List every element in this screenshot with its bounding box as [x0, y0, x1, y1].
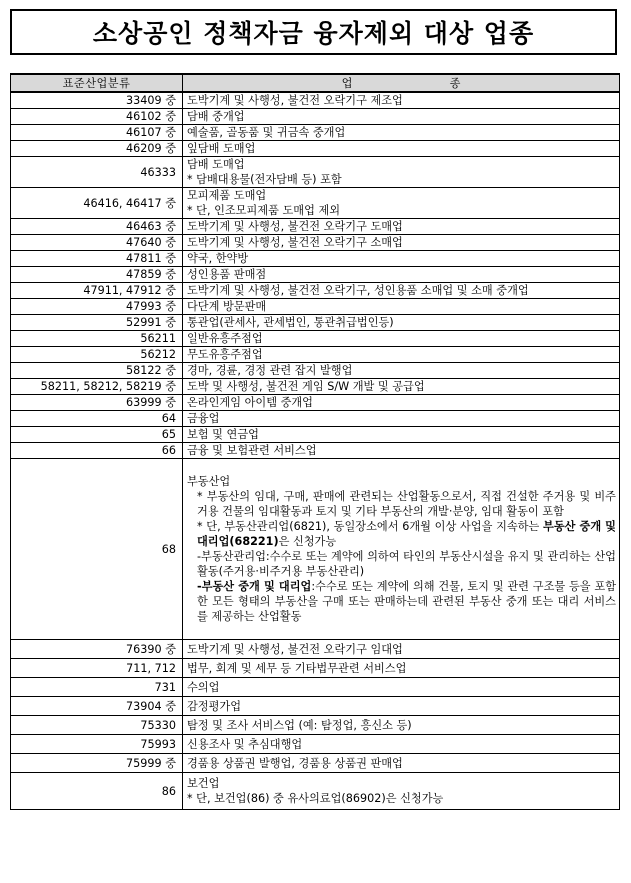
industry-name: 경품용 상품권 발행업, 경품용 상품권 판매업: [187, 756, 403, 770]
table-row: [11, 347, 620, 363]
industry-code: 46416, 46417 중: [11, 188, 183, 219]
industry-name: 도박기계 및 사행성, 불건전 오락기구 도매업: [187, 220, 403, 233]
industry-code: 75330: [11, 716, 183, 735]
industry-code: 56211: [11, 331, 183, 347]
industry-header-char-1: 업: [341, 76, 353, 90]
excluded-industries-table: [10, 73, 620, 810]
table-row: [11, 773, 620, 810]
real-estate-broker-bold: 부동산 중개 및 대리업(68221): [197, 520, 616, 548]
industry-code: 46463 중: [11, 219, 183, 235]
industry-code: 68: [11, 459, 183, 640]
industry-description: [183, 125, 620, 141]
industry-name: 도박기계 및 사행성, 불건전 오락기구 소매업: [187, 236, 403, 249]
industry-code: 731: [11, 678, 183, 697]
table-row: [11, 92, 620, 109]
table-row: [11, 443, 620, 459]
industry-name: 담배 도매업: [187, 158, 245, 171]
table-row: [11, 267, 620, 283]
table-header-row: [11, 74, 620, 92]
table-row: [11, 716, 620, 735]
industry-description: [183, 678, 620, 697]
industry-description: [183, 459, 620, 640]
industry-description: [183, 109, 620, 125]
industry-name: 무도유흥주점업: [187, 348, 263, 361]
table-row: [11, 379, 620, 395]
industry-description: [183, 188, 620, 219]
industry-description: [183, 157, 620, 188]
industry-description: [183, 754, 620, 773]
industry-code: 711, 712: [11, 659, 183, 678]
industry-description: [183, 141, 620, 157]
industry-code: 46107 중: [11, 125, 183, 141]
table-row: [11, 125, 620, 141]
industry-description: [183, 395, 620, 411]
table-row: [11, 299, 620, 315]
real-estate-note-1: * 부동산의 임대, 구매, 판매에 관련되는 산업활동으로서, 직접 건설한 주거용 및 비주거용 건물의 임대활동과 토지 및 기타 부동산의 개발·분양, 임대 활동이 포함: [197, 490, 616, 518]
industry-description: [183, 283, 620, 299]
table-row: [11, 109, 620, 125]
real-estate-note-2: * 단, 부동산관리업(6821), 동일장소에서 6개월 이상 사업을 지속하는 부동산 중개 및 대리업(68221)은 신청가능: [197, 520, 616, 548]
table-row: [11, 395, 620, 411]
industry-name: 성인용품 판매점: [187, 268, 267, 281]
industry-description: [183, 92, 620, 109]
industry-name: 도박기계 및 사행성, 불건전 오락기구 임대업: [187, 642, 403, 656]
industry-name: 다단계 방문판매: [187, 300, 267, 313]
page-title: 소상공인 정책자금 융자제외 대상 업종: [10, 9, 617, 55]
industry-name: 보험 및 연금업: [187, 428, 259, 441]
industry-description: [183, 379, 620, 395]
industry-code: 46333: [11, 157, 183, 188]
industry-description: [183, 251, 620, 267]
industry-description: [183, 659, 620, 678]
table-row-real-estate: [11, 459, 620, 640]
table-row: [11, 188, 620, 219]
industry-description: [183, 331, 620, 347]
industry-code: 46209 중: [11, 141, 183, 157]
industry-description: [183, 640, 620, 659]
table-row: [11, 659, 620, 678]
table-row: [11, 363, 620, 379]
table-row: [11, 235, 620, 251]
industry-description: [183, 443, 620, 459]
table-row: [11, 331, 620, 347]
industry-description: [183, 411, 620, 427]
industry-description: [183, 347, 620, 363]
industry-name: 금융업: [187, 412, 220, 425]
table-row: [11, 427, 620, 443]
industry-code: 47993 중: [11, 299, 183, 315]
industry-name: 통관업(관세사, 관세법인, 통관취급법인등): [187, 316, 394, 329]
industry-description: [183, 363, 620, 379]
industry-description: [183, 716, 620, 735]
code-column-header: 표준산업분류: [11, 74, 183, 92]
industry-name: 도박기계 및 사행성, 불건전 오락기구, 성인용품 소매업 및 소매 중개업: [187, 284, 529, 297]
table-row: [11, 251, 620, 267]
industry-name: 법무, 회계 및 세무 등 기타법무관련 서비스업: [187, 661, 407, 675]
industry-code: 86: [11, 773, 183, 810]
industry-name: 신용조사 및 추심대행업: [187, 737, 303, 751]
industry-code: 56212: [11, 347, 183, 363]
industry-name: 온라인게임 아이템 중개업: [187, 396, 313, 409]
table-row: [11, 283, 620, 299]
industry-name: 일반유흥주점업: [187, 332, 263, 345]
table-row: [11, 735, 620, 754]
industry-name: 보건업: [187, 777, 220, 790]
industry-note: * 단, 인조모피제품 도매업 제외: [187, 204, 341, 217]
industry-name: 잎담배 도매업: [187, 142, 256, 155]
table-row: [11, 219, 620, 235]
industry-description: [183, 427, 620, 443]
industry-name: 탐정 및 조사 서비스업 (예: 탐정업, 흥신소 등): [187, 718, 412, 732]
industry-code: 73904 중: [11, 697, 183, 716]
table-row: [11, 754, 620, 773]
industry-description: [183, 773, 620, 810]
table-row: [11, 678, 620, 697]
industry-code: 63999 중: [11, 395, 183, 411]
industry-name: 담배 중개업: [187, 110, 245, 123]
industry-code: 65: [11, 427, 183, 443]
industry-description: [183, 735, 620, 754]
industry-name: 경마, 경륜, 경정 관련 잡지 발행업: [187, 364, 353, 377]
industry-code: 58211, 58212, 58219 중: [11, 379, 183, 395]
industry-name: 수의업: [187, 680, 220, 694]
real-estate-title: 부동산업: [187, 475, 231, 488]
industry-code: 47859 중: [11, 267, 183, 283]
industry-name: 모피제품 도매업: [187, 189, 267, 202]
table-row: [11, 141, 620, 157]
industry-code: 52991 중: [11, 315, 183, 331]
industry-code: 75999 중: [11, 754, 183, 773]
industry-description: [183, 219, 620, 235]
table-row: [11, 640, 620, 659]
industry-code: 76390 중: [11, 640, 183, 659]
industry-code: 64: [11, 411, 183, 427]
industry-note: * 단, 보건업(86) 중 유사의료업(86902)은 신청가능: [187, 792, 444, 805]
industry-note: * 담배대용물(전자담배 등) 포함: [187, 173, 342, 186]
industry-name: 감정평가업: [187, 699, 242, 713]
table-row: [11, 411, 620, 427]
industry-code: 66: [11, 443, 183, 459]
industry-name: 예술품, 골동품 및 귀금속 중개업: [187, 126, 346, 139]
industry-code: 46102 중: [11, 109, 183, 125]
industry-code: 58122 중: [11, 363, 183, 379]
industry-description: [183, 299, 620, 315]
industry-code: 47811 중: [11, 251, 183, 267]
industry-name: 도박 및 사행성, 불건전 게임 S/W 개발 및 공급업: [187, 380, 425, 393]
industry-name: 금융 및 보험관련 서비스업: [187, 444, 317, 457]
real-estate-subnote-2: -부동산 중개 및 대리업:수수로 또는 계약에 의해 건물, 토지 및 관련 구조물 등을 포함한 모든 형태의 부동산을 구매 또는 판매하는데 관련된 부동산 중개 또는 대리 서비스를 제공하는 산업활동: [197, 580, 617, 623]
industry-description: [183, 267, 620, 283]
industry-name: 도박기계 및 사행성, 불건전 오락기구 제조업: [187, 94, 403, 107]
industry-code: 33409 중: [11, 92, 183, 109]
industry-description: [183, 697, 620, 716]
table-row: [11, 315, 620, 331]
industry-code: 47911, 47912 중: [11, 283, 183, 299]
industry-code: 47640 중: [11, 235, 183, 251]
table-row: [11, 697, 620, 716]
industry-description: [183, 235, 620, 251]
industry-column-header: [183, 74, 620, 92]
industry-description: [183, 315, 620, 331]
industry-header-char-2: 종: [449, 76, 461, 90]
industry-name: 약국, 한약방: [187, 252, 249, 265]
real-estate-subnote-1: -부동산관리업:수수로 또는 계약에 의하여 타인의 부동산시설을 유지 및 관리하는 산업활동(주거용·비주거용 부동산관리): [197, 550, 616, 578]
table-row: [11, 157, 620, 188]
industry-code: 75993: [11, 735, 183, 754]
